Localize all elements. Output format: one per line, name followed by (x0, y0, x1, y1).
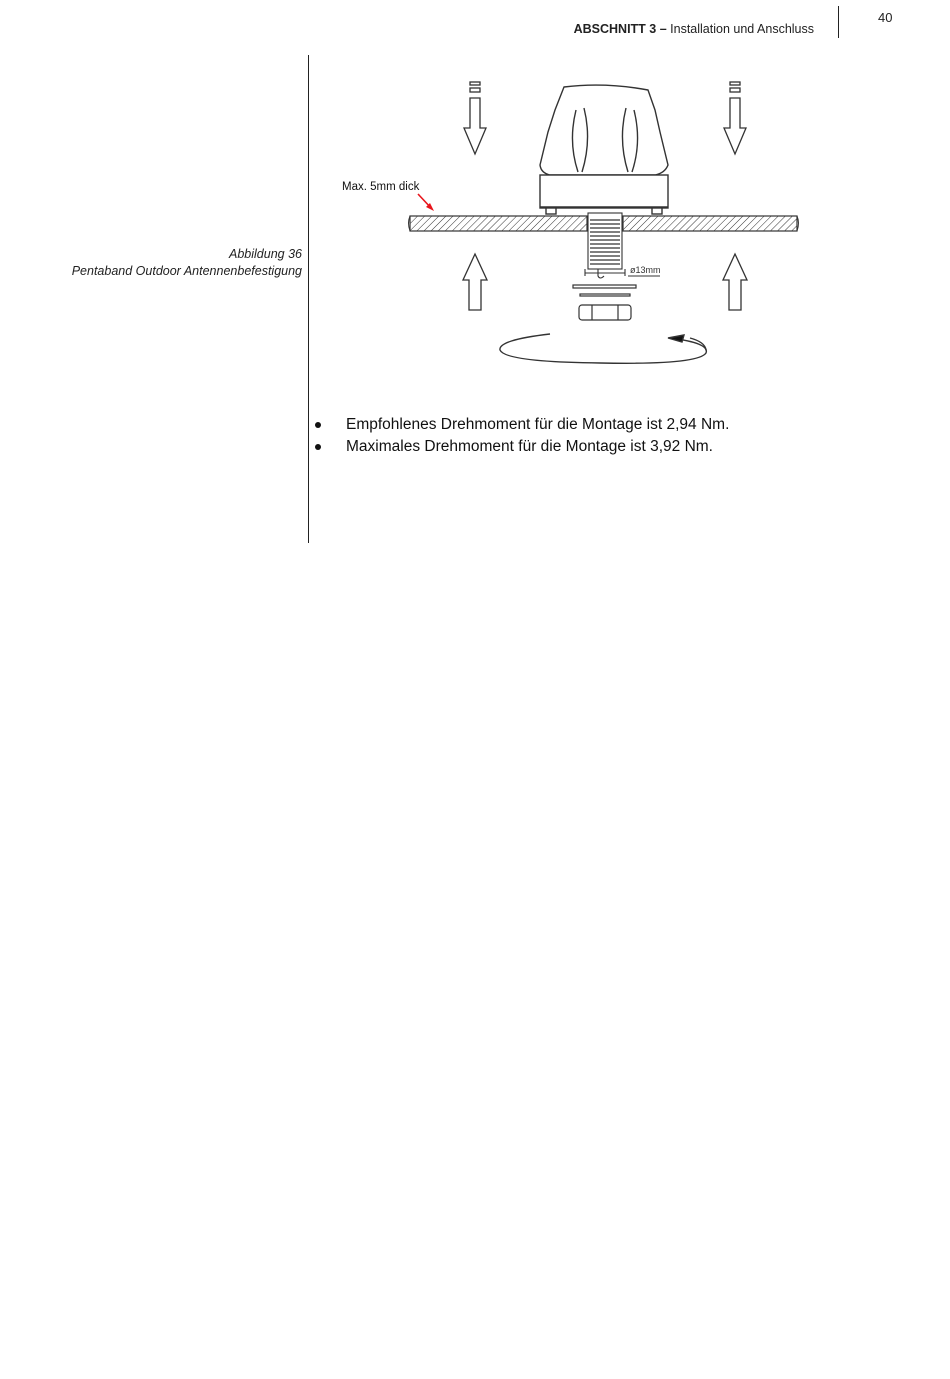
up-arrow-right-icon (723, 254, 747, 310)
threaded-stud (585, 213, 625, 278)
section-number: ABSCHNITT 3 – (573, 22, 667, 36)
down-arrow-right-icon (724, 82, 746, 154)
diameter-label: ø13mm (630, 265, 661, 275)
bullet-icon (315, 422, 321, 428)
list-item: Empfohlenes Drehmoment für die Montage ist 2,94 Nm. (312, 414, 729, 436)
page-number: 40 (878, 10, 893, 25)
bullet-icon (315, 444, 321, 450)
antenna-housing (540, 85, 668, 214)
rotation-arrow-icon (500, 334, 706, 363)
down-arrow-left-icon (464, 82, 486, 154)
margin-divider (308, 55, 309, 543)
antenna-mounting-diagram (330, 70, 820, 370)
running-header (574, 22, 814, 36)
header-divider (838, 6, 839, 38)
up-arrow-left-icon (463, 254, 487, 310)
washer-and-nut (573, 285, 636, 320)
thickness-label: Max. 5mm dick (342, 181, 420, 193)
figure-label: Abbildung 36 (229, 247, 302, 261)
figure-caption (72, 246, 302, 280)
torque-list (312, 414, 729, 458)
section-title: Installation und Anschluss (670, 22, 814, 36)
figure-title: Pentaband Outdoor Antennenbefestigung (71, 264, 302, 278)
list-item: Maximales Drehmoment für die Montage ist 3,92 Nm. (312, 436, 729, 458)
